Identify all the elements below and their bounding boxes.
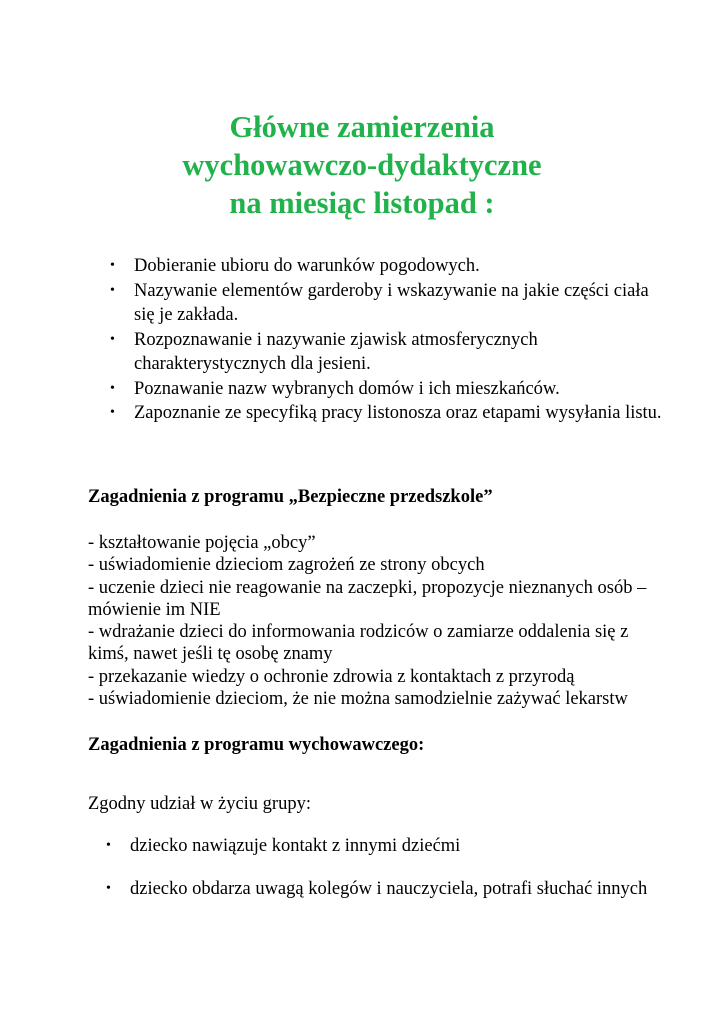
section-heading-educational: Zagadnienia z programu wychowawczego: — [88, 735, 425, 755]
goal-text: Zapoznanie ze specyfiką pracy listonosza oraz etapami wysyłania listu. — [134, 403, 662, 423]
group-intro: Zgodny udział w życiu grupy: — [88, 794, 311, 814]
bullet-icon: • — [110, 258, 115, 273]
list-item: - uświadomienie dzieciom zagrożeń ze strony obcych — [88, 555, 485, 576]
bullet-icon: • — [110, 282, 115, 298]
list-item: - wdrażanie dzieci do informowania rodziców o zamiarze oddalenia się z kimś, nawet jeśli tę osobę znamy — [88, 622, 629, 665]
group-item — [106, 835, 666, 857]
bullet-icon: • — [106, 881, 111, 896]
page-title — [0, 108, 724, 222]
safe-preschool-list — [88, 532, 648, 710]
goal-text: Nazywanie elementów garderoby i wskazywanie na jakie części ciała się je zakłada. — [134, 280, 649, 325]
list-item: - kształtowanie pojęcia „obcy” — [88, 533, 316, 553]
bullet-icon: • — [110, 331, 115, 347]
goal-text: Dobieranie ubioru do warunków pogodowych. — [134, 256, 480, 276]
goal-text: Rozpoznawanie i nazywanie zjawisk atmosferycznych charakterystycznych dla jesieni. — [134, 329, 538, 374]
group-item-text: dziecko nawiązuje kontakt z innymi dziećmi — [130, 836, 461, 856]
goal-text: Poznawanie nazw wybranych domów i ich mieszkańców. — [134, 378, 560, 399]
goal-item — [110, 254, 670, 279]
section-heading-safe-preschool: Zagadnienia z programu „Bezpieczne przedszkole” — [88, 487, 493, 507]
goal-item — [110, 401, 670, 426]
goal-item — [110, 377, 670, 402]
goal-item — [110, 328, 670, 377]
title-line-1: Główne zamierzenia — [229, 110, 495, 144]
goal-item — [110, 279, 670, 328]
bullet-icon: • — [110, 380, 115, 396]
group-item-text: dziecko obdarza uwagą kolegów i nauczyciela, potrafi słuchać innych — [130, 879, 648, 899]
list-item: - przekazanie wiedzy o ochronie zdrowia z kontaktach z przyrodą — [88, 666, 575, 687]
title-line-3: na miesiąc listopad : — [229, 186, 495, 220]
goals-list — [110, 254, 670, 426]
bullet-icon: • — [110, 405, 115, 420]
title-line-2: wychowawczo-dydaktyczne — [182, 148, 542, 182]
list-item: - uczenie dzieci nie reagowanie na zaczepki, propozycje nieznanych osób – mówienie im NIE — [88, 577, 647, 620]
group-item — [106, 878, 666, 900]
group-list-2 — [106, 878, 666, 900]
list-item: - uświadomienie dzieciom, że nie można samodzielnie zażywać lekarstw — [88, 689, 628, 710]
group-list-1 — [106, 835, 666, 857]
bullet-icon: • — [106, 838, 111, 853]
